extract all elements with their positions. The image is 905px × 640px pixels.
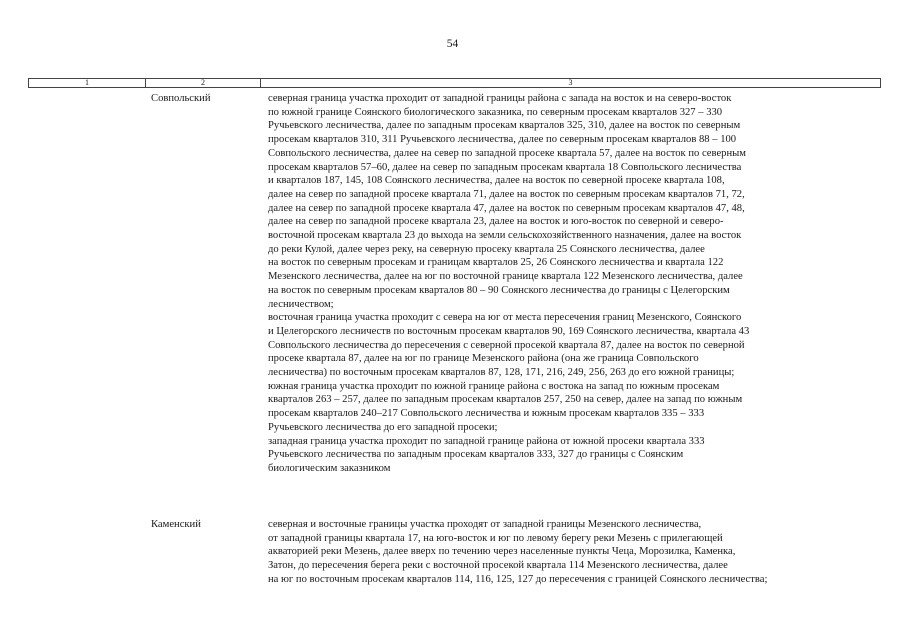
description-line: акваторией реки Мезень, далее вверх по течению через населенные пункты Чеца, Морозилка, Каменка,: [268, 546, 736, 558]
description-line: и Целегорского лесничеств по восточным просекам кварталов 90, 169 Соянского лесничества, квартала 43: [268, 325, 750, 337]
description-line: северная граница участка проходит от западной границы района с запада на восток и на северо-восток: [268, 93, 732, 104]
column-number-1: 1: [29, 79, 146, 87]
description-line: кварталов 263 – 257, далее по западным просекам кварталов 257, 250 на север, далее на запад по южным: [268, 394, 743, 406]
description-line: восточной просекам квартала 23 до выхода на земли сельскохозяйственного назначения, далее на восток: [268, 230, 742, 242]
description-line: Затон, до пересечения берега реки с восточной просекой квартала 114 Мезенского лесничества, далее: [268, 560, 728, 572]
description-line: Ручьевского лесничества до его западной просеки;: [268, 421, 498, 433]
boundary-description: [268, 92, 868, 476]
description-line: Совпольского лесничества, далее на север по западной просеке квартала 57, далее на восток по северным: [268, 147, 746, 159]
column-number-2: 2: [146, 79, 261, 87]
description-line: западная граница участка проходит по западной границе района от южной просеки квартала 333: [268, 435, 705, 447]
description-line: далее на север по западной просеке квартала 47, далее на восток по северным просекам кварталов 47, 48,: [268, 202, 745, 214]
description-line: просекам кварталов 310, 311 Ручьевского лесничества, далее по северным просекам кварталов 88 – 100: [268, 134, 737, 146]
description-line: лесничества) по восточным просекам кварталов 87, 128, 171, 216, 249, 256, 263 до его южной границы;: [268, 367, 735, 379]
description-line: далее на север по западной просеке квартала 71, далее на восток по северным просекам кварталов 71, 72,: [268, 188, 745, 200]
district-name: Каменский: [151, 519, 201, 530]
description-line: на восток по северным просекам и границам кварталов 25, 26 Соянского лесничества и квартала 122: [268, 257, 724, 269]
boundary-description: [268, 518, 868, 587]
description-line: от западной границы квартала 17, на юго-восток и юг по левому берегу реки Мезень с прилегающей: [268, 532, 723, 544]
description-line: по южной границе Соянского биологического заказника, по северным просекам кварталов 327 – 330: [268, 106, 723, 118]
description-line: Ручьевского лесничества, далее по западным просекам кварталов 325, 310, далее на восток по северным: [268, 120, 741, 132]
description-line: просекам кварталов 240–217 Совпольского лесничества и южным просекам кварталов 335 – 333: [268, 408, 705, 420]
page-number: 54: [446, 38, 459, 50]
column-number-3: 3: [568, 78, 573, 87]
description-line: до реки Кулой, далее через реку, на северную просеку квартала 25 Соянского лесничества, далее: [268, 243, 705, 255]
description-line: далее на север по западной просеке квартала 23, далее на восток и юго-восток по северной и северо-: [268, 216, 724, 228]
description-line: Ручьевского лесничества по западным просекам кварталов 333, 327 до границы с Соянским: [268, 449, 684, 461]
description-line: Совпольского лесничества до пересечения с северной просекой квартала 87, далее на восток по северной: [268, 339, 745, 351]
description-line: на восток по северным просекам кварталов 80 – 90 Соянского лесничества до границы с Целегорским: [268, 284, 730, 296]
column-number-header: [28, 78, 881, 88]
description-line: лесничеством;: [268, 298, 334, 310]
description-line: просеке квартала 87, далее на юг по границе Мезенского района (она же граница Совпольского: [268, 353, 699, 365]
description-line: просекам кварталов 57–60, далее на север по западным просекам квартала 18 Совпольского лесничества: [268, 161, 742, 173]
description-line: восточная граница участка проходит с севера на юг от места пересечения границ Мезенского, Соянского: [268, 312, 742, 324]
description-line: на юг по восточным просекам кварталов 114, 116, 125, 127 до пересечения с границей Соянского лесничества;: [268, 573, 768, 585]
district-name: Совпольский: [151, 93, 211, 104]
description-line: Мезенского лесничества, далее на юг по восточной границе квартала 122 Мезенского лесничества, далее: [268, 271, 743, 283]
description-line: северная и восточные границы участка проходят от западной границы Мезенского лесничества,: [268, 519, 702, 530]
description-line: биологическим заказником: [268, 462, 391, 474]
description-line: южная граница участка проходит по южной границе района с востока на запад по южным просекам: [268, 380, 720, 392]
description-line: и кварталов 187, 145, 108 Соянского лесничества, далее на восток по северной просеке квартала 108,: [268, 175, 725, 187]
